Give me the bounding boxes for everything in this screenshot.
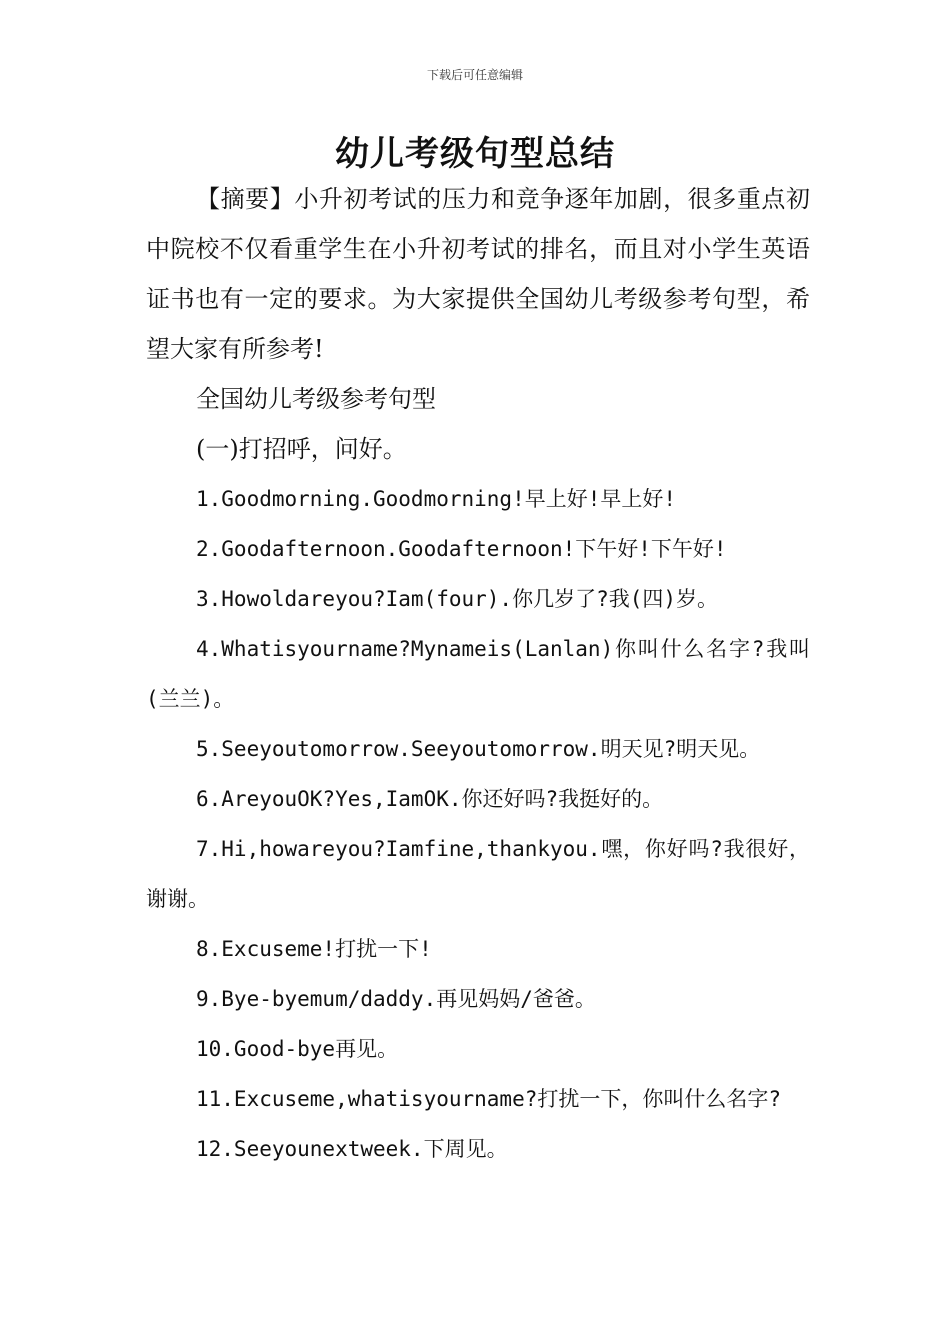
abstract-paragraph: 【摘要】小升初考试的压力和竞争逐年加剧，很多重点初中院校不仅看重学生在小升初考试的排名，而且对小学生英语证书也有一定的要求。为大家提供全国幼儿考级参考句型，希望大家有所参考! (146, 185, 810, 363)
subsection-heading: (一)打招呼，问好。 (196, 435, 407, 463)
document-body (146, 174, 810, 1174)
sentence-item: 4.Whatisyourname?Mynameis(Lanlan)你叫什么名字?我叫(兰兰)。 (146, 637, 810, 711)
sentence-item: 5.Seeyoutomorrow.Seeyoutomorrow.明天见?明天见。 (196, 737, 761, 761)
sentence-item: 11.Excuseme,whatisyourname?打扰一下，你叫什么名字? (196, 1087, 782, 1111)
sentence-item: 2.Goodafternoon.Goodafternoon!下午好!下午好! (196, 537, 727, 561)
sentence-item: 10.Good-bye再见。 (196, 1037, 399, 1061)
page-header-note: 下载后可任意编辑 (426, 68, 523, 82)
sentence-item: 9.Bye-byemum/daddy.再见妈妈/爸爸。 (196, 987, 596, 1011)
sentence-item: 3.Howoldareyou?Iam(four).你几岁了?我(四)岁。 (196, 587, 719, 611)
sentence-item: 12.Seeyounextweek.下周见。 (196, 1137, 508, 1161)
sentence-item: 1.Goodmorning.Goodmorning!早上好!早上好! (196, 487, 677, 511)
sentence-item: 7.Hi,howareyou?Iamfine,thankyou.嘿，你好吗?我很好，谢谢。 (146, 837, 810, 911)
sentence-item: 6.AreyouOK?Yes,IamOK.你还好吗?我挺好的。 (196, 787, 664, 811)
section-heading: 全国幼儿考级参考句型 (196, 385, 436, 413)
document-title: 幼儿考级句型总结 (335, 134, 615, 174)
sentence-item: 8.Excuseme!打扰一下! (196, 937, 432, 961)
